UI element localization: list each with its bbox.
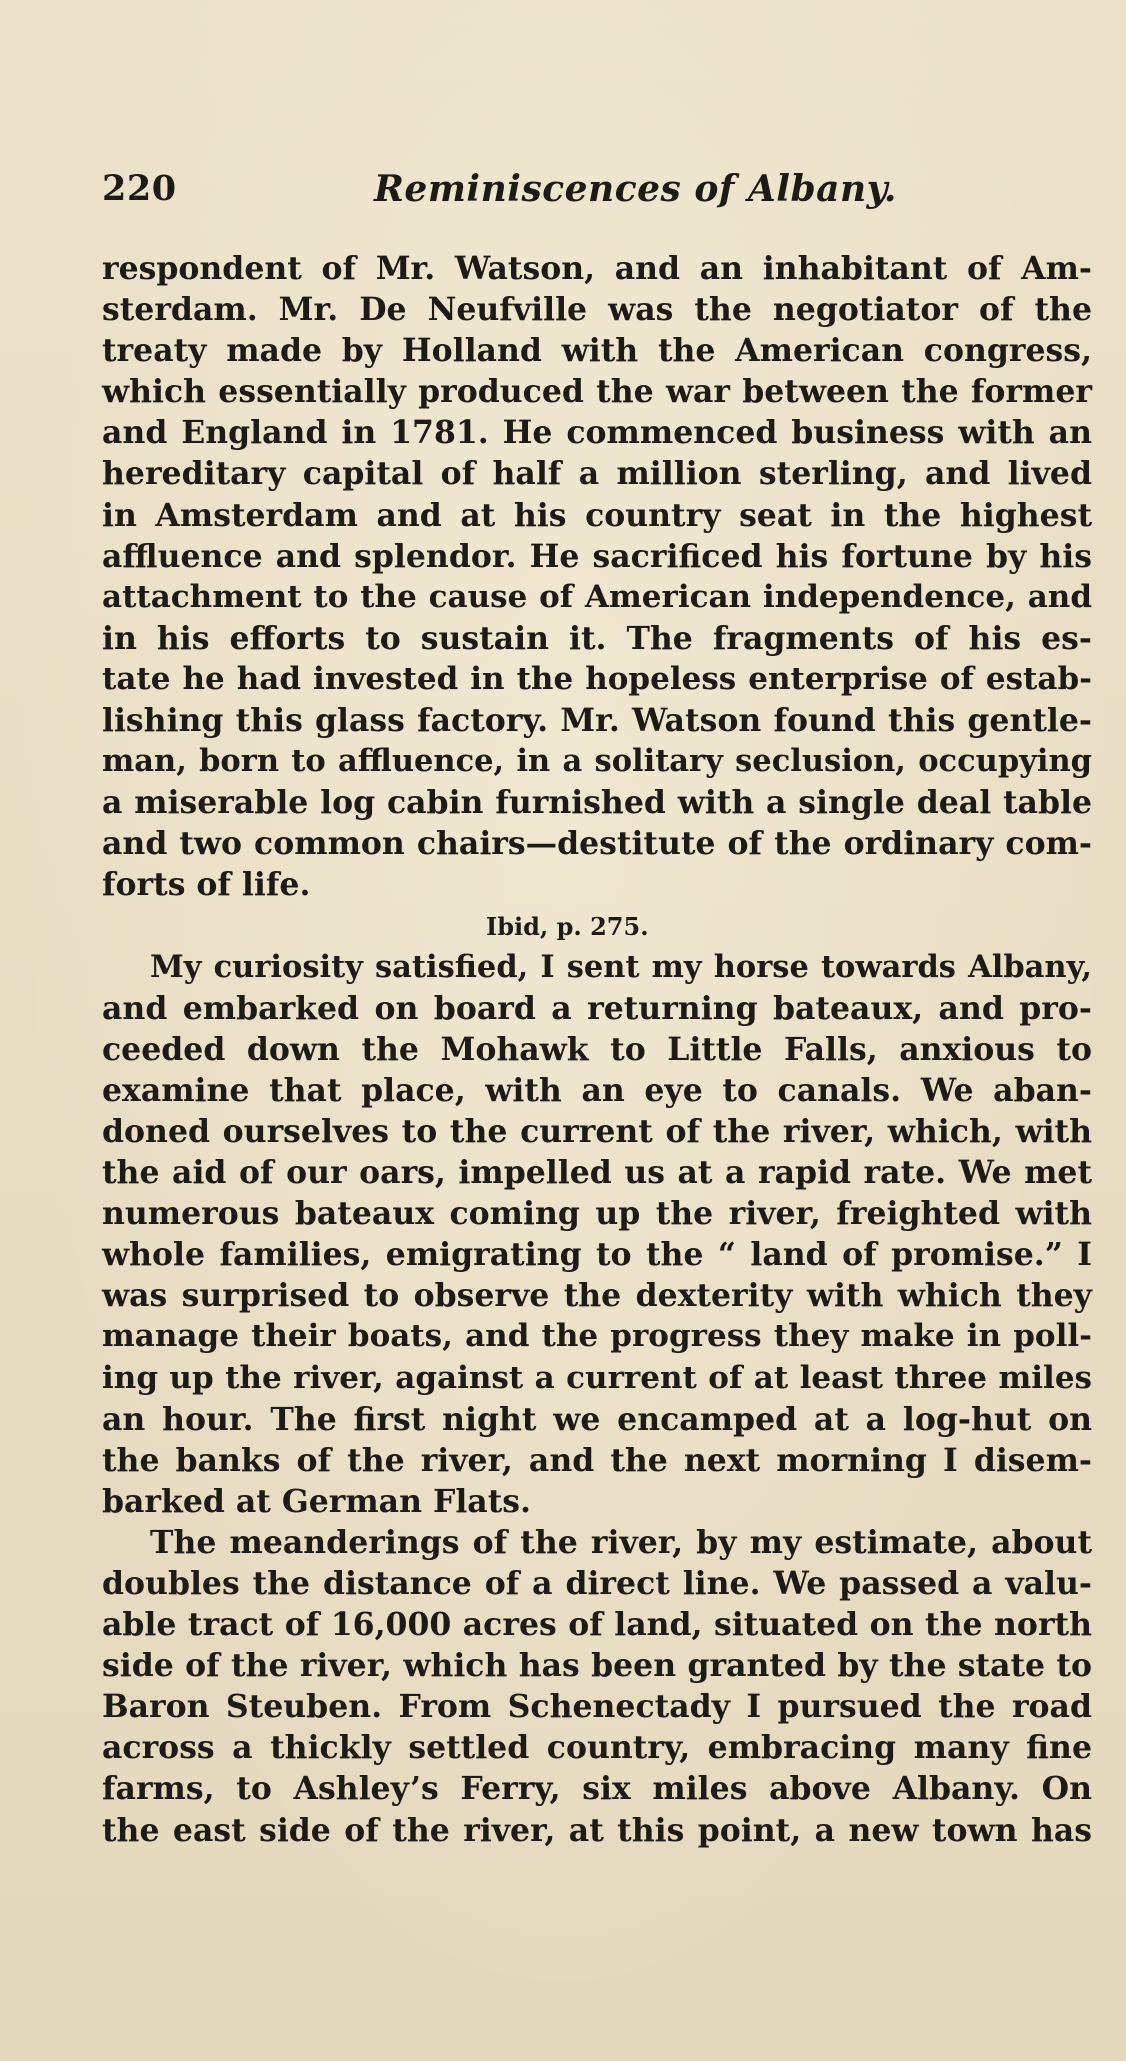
text-line: across a thickly settled country, embracing many fine	[102, 1729, 1092, 1767]
text-line: The meanderings of the river, by my estimate, about	[150, 1523, 1092, 1561]
citation: Ibid, p. 275.	[486, 911, 649, 941]
running-title: Reminiscences of Albany.	[374, 168, 897, 210]
page-header	[102, 168, 1092, 224]
text-line: examine that place, with an eye to canals. We aban-	[102, 1071, 1092, 1109]
text-line: man, born to affluence, in a solitary seclusion, occupying	[102, 743, 1092, 780]
text-line: respondent of Mr. Watson, and an inhabitant of Am-	[102, 250, 1092, 287]
text-line: and England in 1781. He commenced business with an	[102, 414, 1092, 452]
text-line: an hour. The first night we encamped at a log-hut on	[102, 1400, 1092, 1438]
text-line: was surprised to observe the dexterity with which they	[102, 1277, 1092, 1315]
text-line: which essentially produced the war between the former	[102, 373, 1092, 411]
text-line: lishing this glass factory. Mr. Watson found this gentle-	[102, 702, 1092, 740]
text-line: Baron Steuben. From Schenectady I pursued the road	[102, 1688, 1092, 1726]
text-line: attachment to the cause of American independence, and	[102, 578, 1092, 615]
text-line: the east side of the river, at this point, a new town has	[102, 1811, 1092, 1849]
text-line: side of the river, which has been granted by the state to	[102, 1647, 1092, 1685]
text-line: barked at German Flats.	[102, 1482, 531, 1520]
text-line: treaty made by Holland with the American congress,	[102, 332, 1092, 370]
body-text	[102, 248, 1092, 1851]
paragraph-3	[102, 1522, 1092, 1851]
paragraph-1	[102, 248, 1092, 906]
text-line: doned ourselves to the current of the river, which, with	[102, 1112, 1092, 1150]
text-line: ing up the river, against a current of at least three miles	[102, 1359, 1092, 1396]
text-line: farms, to Ashley’s Ferry, six miles above Albany. On	[102, 1770, 1092, 1808]
text-line: ceeded down the Mohawk to Little Falls, anxious to	[102, 1030, 1092, 1068]
text-line: the aid of our oars, impelled us at a rapid rate. We met	[102, 1154, 1092, 1192]
text-line: a miserable log cabin furnished with a single deal table	[102, 784, 1092, 822]
text-line: My curiosity satisfied, I sent my horse towards Albany,	[150, 948, 1092, 985]
text-line: numerous bateaux coming up the river, freighted with	[102, 1195, 1092, 1233]
text-line: doubles the distance of a direct line. We passed a valu-	[102, 1565, 1092, 1602]
text-line: sterdam. Mr. De Neufville was the negotiator of the	[102, 291, 1092, 329]
text-line: hereditary capital of half a million sterling, and lived	[102, 455, 1092, 493]
text-line: and embarked on board a returning bateaux, and pro-	[102, 989, 1092, 1027]
text-line: affluence and splendor. He sacrificed his fortune by his	[102, 537, 1092, 575]
text-line: the banks of the river, and the next morning I disem-	[102, 1441, 1092, 1479]
text-line: forts of life.	[102, 866, 311, 904]
text-line: in Amsterdam and at his country seat in the highest	[102, 496, 1092, 534]
text-line: manage their boats, and the progress they make in poll-	[102, 1318, 1092, 1355]
text-line: in his efforts to sustain it. The fragments of his es-	[102, 619, 1092, 657]
text-line: and two common chairs—destitute of the ordinary com-	[102, 825, 1092, 863]
page-number: 220	[102, 168, 177, 209]
text-line: able tract of 16,000 acres of land, situated on the north	[102, 1606, 1092, 1644]
text-line: tate he had invested in the hopeless enterprise of estab-	[102, 660, 1092, 697]
text-line: whole families, emigrating to the “ land of promise.” I	[102, 1236, 1092, 1274]
paragraph-2	[102, 947, 1092, 1522]
